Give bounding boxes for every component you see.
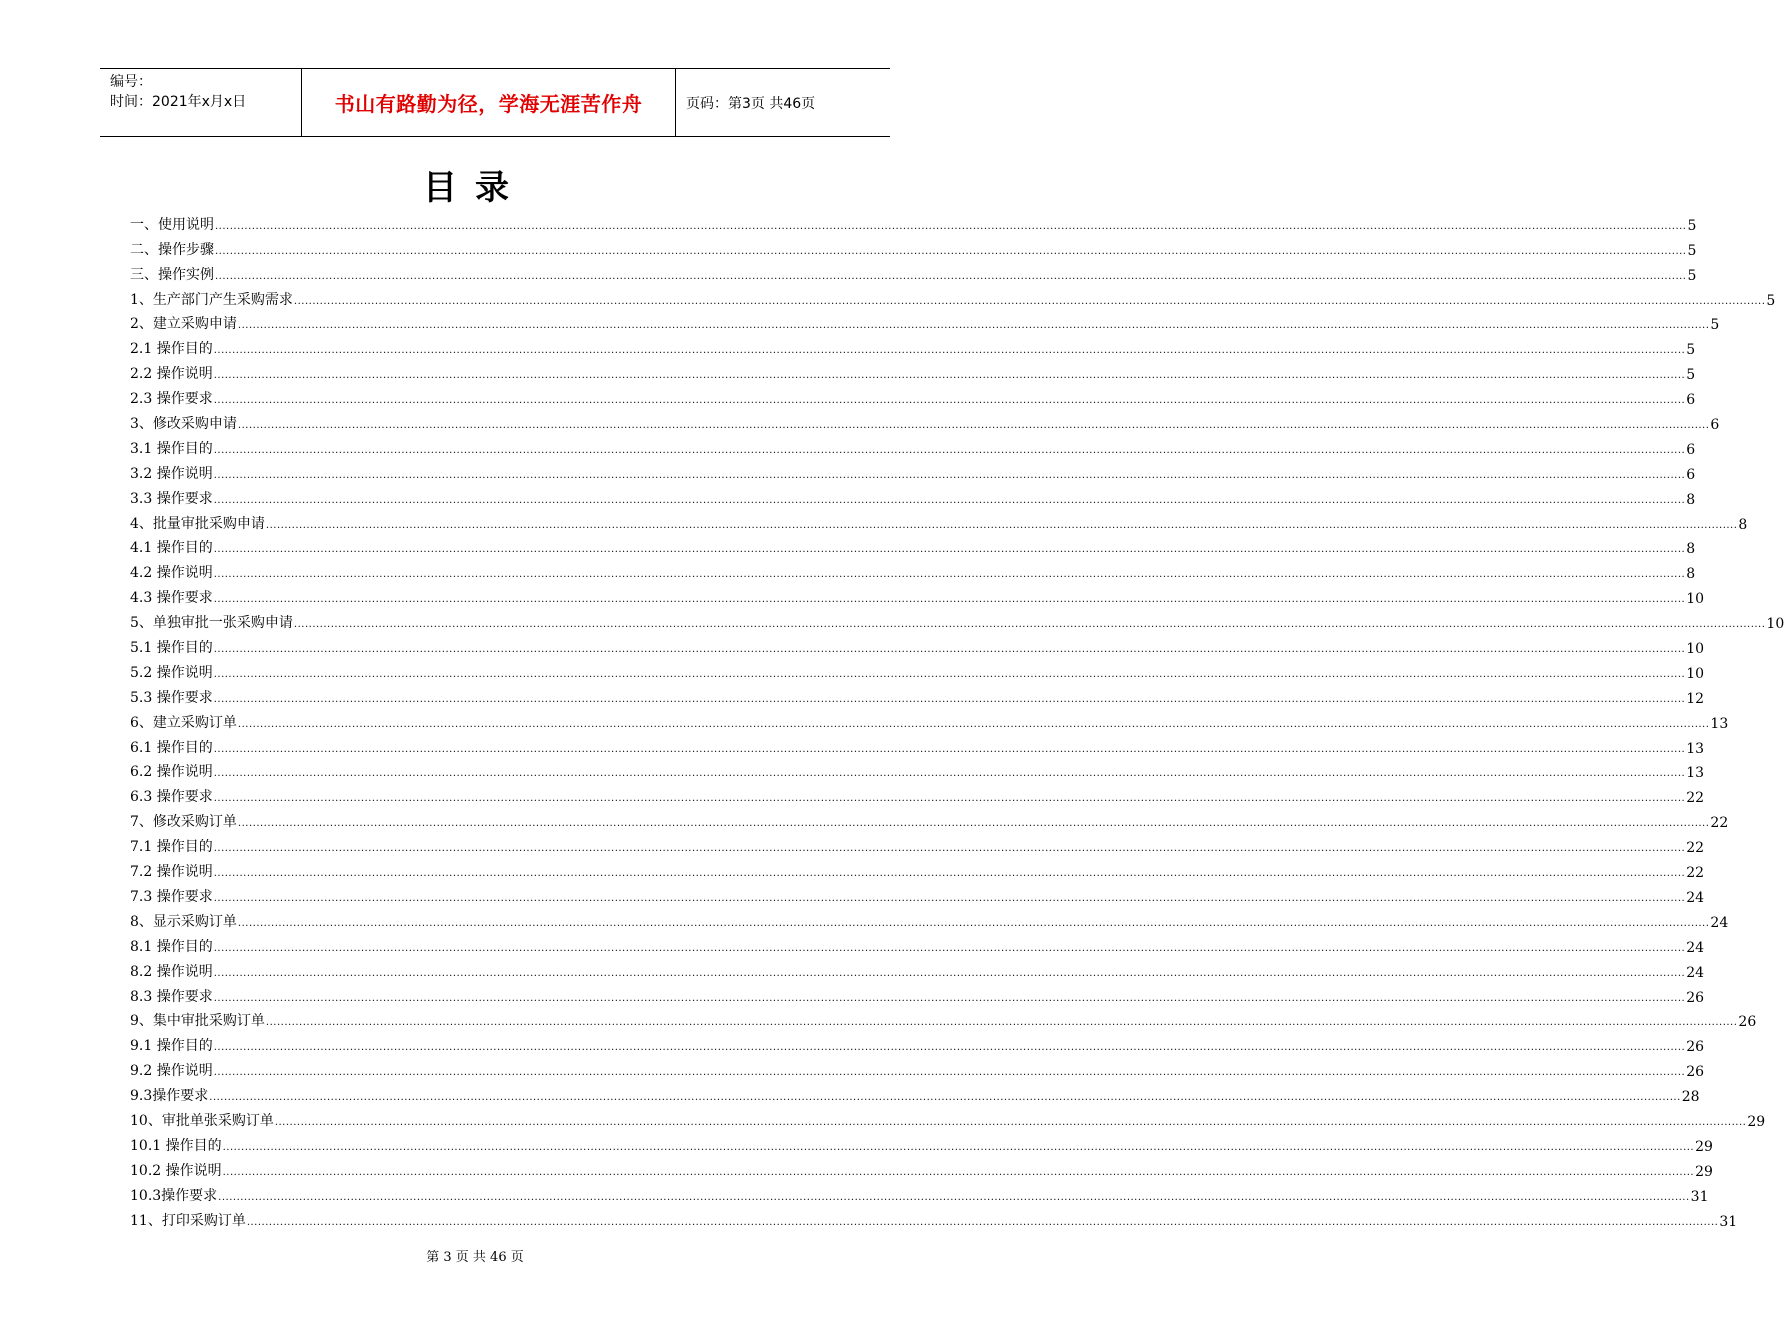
toc-leader-dots: ................................................................................................................................................................................................................................................................................................................................................................................................................: [213, 345, 1686, 357]
toc-entry-title: 2.3 操作要求: [130, 391, 213, 408]
toc-entry[interactable]: [130, 433, 1696, 458]
toc-leader-dots: ................................................................................................................................................................................................................................................................................................................................................................................................................: [213, 1042, 1686, 1054]
toc-entry-page: 13: [1686, 740, 1705, 757]
toc-entry[interactable]: [130, 1130, 1713, 1155]
toc-entry-title: 3.2 操作说明: [130, 465, 213, 482]
toc-entry[interactable]: [130, 1055, 1705, 1081]
toc-entry[interactable]: [130, 1180, 1709, 1205]
toc-entry-page: 26: [1686, 989, 1705, 1006]
toc-leader-dots: ................................................................................................................................................................................................................................................................................................................................................................................................................: [213, 370, 1686, 382]
toc-entry-page: 22: [1686, 790, 1705, 807]
toc-leader-dots: ................................................................................................................................................................................................................................................................................................................................................................................................................: [213, 644, 1686, 656]
toc-leader-dots: ................................................................................................................................................................................................................................................................................................................................................................................................................: [213, 892, 1686, 904]
toc-leader-dots: ................................................................................................................................................................................................................................................................................................................................................................................................................: [293, 619, 1766, 631]
toc-entry-title: 3.3 操作要求: [130, 490, 213, 507]
toc-leader-dots: ................................................................................................................................................................................................................................................................................................................................................................................................................: [213, 942, 1686, 954]
toc-leader-dots: ................................................................................................................................................................................................................................................................................................................................................................................................................: [222, 1166, 1695, 1178]
toc-entry[interactable]: [130, 931, 1705, 956]
toc-entry[interactable]: [130, 533, 1696, 558]
toc-entry-title: 2.2 操作说明: [130, 366, 213, 383]
toc-entry-page: 24: [1686, 939, 1705, 956]
toc-entry[interactable]: [130, 831, 1705, 857]
toc-entry[interactable]: [130, 358, 1696, 384]
toc-entry-title: 5.1 操作目的: [130, 640, 213, 657]
toc-entry-title: 一、使用说明: [130, 216, 214, 233]
toc-entry[interactable]: [130, 557, 1696, 583]
toc-entry-page: 5: [1687, 217, 1697, 234]
header-table: [100, 68, 890, 137]
toc-entry[interactable]: [130, 682, 1705, 707]
toc-entry-title: 3、修改采购申请: [130, 416, 237, 433]
toc-entry[interactable]: [130, 309, 1720, 334]
toc-entry-page: 5: [1687, 267, 1697, 284]
toc-leader-dots: ................................................................................................................................................................................................................................................................................................................................................................................................................: [237, 420, 1710, 432]
toc-entry-page: 29: [1695, 1163, 1713, 1180]
toc-entry-page: 8: [1686, 491, 1696, 508]
toc-leader-dots: ................................................................................................................................................................................................................................................................................................................................................................................................................: [274, 1116, 1747, 1128]
toc-entry[interactable]: [130, 632, 1705, 658]
toc-leader-dots: ................................................................................................................................................................................................................................................................................................................................................................................................................: [213, 544, 1686, 556]
toc-entry-title: 4.1 操作目的: [130, 540, 213, 557]
toc-entry[interactable]: [130, 209, 1697, 234]
toc-leader-dots: ................................................................................................................................................................................................................................................................................................................................................................................................................: [222, 1141, 1695, 1153]
toc-leader-dots: ................................................................................................................................................................................................................................................................................................................................................................................................................: [213, 668, 1686, 680]
toc-leader-dots: ................................................................................................................................................................................................................................................................................................................................................................................................................: [213, 868, 1686, 880]
toc-leader-dots: ................................................................................................................................................................................................................................................................................................................................................................................................................: [237, 917, 1710, 929]
header-slogan: 书山有路勤为径，学海无涯苦作舟: [302, 69, 676, 136]
toc-entry[interactable]: [130, 781, 1705, 807]
toc-title: 目录: [423, 168, 527, 208]
toc-entry-page: 10: [1686, 641, 1705, 658]
toc-entry-page: 6: [1686, 466, 1696, 483]
toc-entry-title: 10.2 操作说明: [130, 1162, 222, 1179]
toc-entry[interactable]: [130, 856, 1705, 882]
toc-entry[interactable]: [130, 657, 1705, 682]
page-footer: 第 3 页 共 46 页: [426, 1250, 524, 1265]
toc-entry-title: 8、显示采购订单: [130, 913, 237, 930]
toc-leader-dots: ................................................................................................................................................................................................................................................................................................................................................................................................................: [218, 1191, 1690, 1203]
toc-entry-title: 4、批量审批采购申请: [130, 515, 265, 532]
toc-entry-page: 24: [1686, 964, 1705, 981]
toc-entry-title: 3.1 操作目的: [130, 440, 213, 457]
toc-entry-title: 2、建立采购申请: [130, 316, 237, 333]
toc-entry[interactable]: [130, 508, 1748, 533]
toc-entry-page: 6: [1686, 392, 1696, 409]
toc-entry-title: 6、建立采购订单: [130, 714, 237, 731]
toc-leader-dots: ................................................................................................................................................................................................................................................................................................................................................................................................................: [213, 967, 1686, 979]
toc-leader-dots: ................................................................................................................................................................................................................................................................................................................................................................................................................: [213, 444, 1686, 456]
toc-entry-title: 9.3操作要求: [130, 1088, 209, 1105]
toc-entry-page: 26: [1738, 1014, 1757, 1031]
toc-leader-dots: ................................................................................................................................................................................................................................................................................................................................................................................................................: [293, 295, 1766, 307]
toc-leader-dots: ................................................................................................................................................................................................................................................................................................................................................................................................................: [237, 818, 1710, 830]
toc-entry[interactable]: [130, 1105, 1766, 1130]
toc-entry-title: 9.2 操作说明: [130, 1063, 213, 1080]
toc-entry-page: 10: [1686, 665, 1705, 682]
toc-entry-page: 28: [1681, 1089, 1700, 1106]
toc-entry[interactable]: [130, 806, 1729, 832]
toc-entry[interactable]: [130, 234, 1697, 259]
toc-entry[interactable]: [130, 757, 1705, 782]
toc-entry-page: 24: [1686, 889, 1705, 906]
toc-entry[interactable]: [130, 1030, 1705, 1056]
toc-entry-title: 8.2 操作说明: [130, 963, 213, 980]
toc-leader-dots: ................................................................................................................................................................................................................................................................................................................................................................................................................: [213, 1067, 1686, 1079]
toc-entry-title: 5、单独审批一张采购申请: [130, 615, 293, 632]
toc-entry-title: 三、操作实例: [130, 266, 214, 283]
toc-entry-page: 26: [1686, 1039, 1705, 1056]
toc-entry[interactable]: [130, 582, 1705, 608]
toc-entry[interactable]: [130, 408, 1720, 434]
toc-leader-dots: ................................................................................................................................................................................................................................................................................................................................................................................................................: [213, 569, 1686, 581]
toc-entry-title: 6.2 操作说明: [130, 764, 213, 781]
toc-entry-page: 31: [1690, 1188, 1709, 1205]
toc-entry-title: 5.3 操作要求: [130, 689, 213, 706]
toc-entry[interactable]: [130, 1006, 1757, 1031]
toc-entry-title: 9、集中审批采购订单: [130, 1013, 265, 1030]
toc-entry-title: 5.2 操作说明: [130, 664, 213, 681]
toc-entry-page: 6: [1710, 417, 1720, 434]
toc-entry[interactable]: [130, 956, 1705, 981]
toc-leader-dots: ................................................................................................................................................................................................................................................................................................................................................................................................................: [213, 768, 1686, 780]
toc-entry[interactable]: [130, 259, 1697, 284]
toc-leader-dots: ................................................................................................................................................................................................................................................................................................................................................................................................................: [209, 1092, 1681, 1104]
toc-entry-page: 8: [1738, 516, 1748, 533]
toc-entry[interactable]: [130, 333, 1696, 359]
toc-leader-dots: ................................................................................................................................................................................................................................................................................................................................................................................................................: [213, 843, 1686, 855]
toc-entry-title: 10.1 操作目的: [130, 1137, 222, 1154]
toc-entry-page: 8: [1686, 541, 1696, 558]
toc-entry-title: 7.3 操作要求: [130, 888, 213, 905]
toc-entry[interactable]: [130, 906, 1729, 931]
toc-entry-title: 11、打印采购订单: [130, 1212, 246, 1229]
toc-entry-title: 二、操作步骤: [130, 241, 214, 258]
toc-entry-page: 5: [1686, 342, 1696, 359]
toc-entry-title: 7.2 操作说明: [130, 864, 213, 881]
toc-entry[interactable]: [130, 607, 1784, 633]
toc-entry-page: 22: [1686, 840, 1705, 857]
toc-entry-page: 10: [1686, 591, 1705, 608]
toc-leader-dots: ................................................................................................................................................................................................................................................................................................................................................................................................................: [213, 693, 1686, 705]
toc-entry-title: 2.1 操作目的: [130, 341, 213, 358]
doc-number-label: 编号：: [110, 74, 152, 90]
toc-leader-dots: ................................................................................................................................................................................................................................................................................................................................................................................................................: [215, 220, 1687, 232]
toc-entry-title: 9.1 操作目的: [130, 1038, 213, 1055]
toc-entry-page: 6: [1686, 441, 1696, 458]
toc-entry[interactable]: [130, 981, 1705, 1006]
toc-leader-dots: ................................................................................................................................................................................................................................................................................................................................................................................................................: [246, 1216, 1719, 1228]
toc-leader-dots: ................................................................................................................................................................................................................................................................................................................................................................................................................: [213, 992, 1686, 1004]
toc-entry-title: 1、生产部门产生采购需求: [130, 291, 293, 308]
toc-entry-page: 5: [1686, 367, 1696, 384]
toc-entry[interactable]: [130, 881, 1705, 906]
toc-entry-title: 6.1 操作目的: [130, 739, 213, 756]
toc-entry[interactable]: [130, 1080, 1700, 1106]
toc-entry[interactable]: [130, 707, 1729, 732]
toc-leader-dots: ................................................................................................................................................................................................................................................................................................................................................................................................................: [213, 793, 1686, 805]
toc-leader-dots: ................................................................................................................................................................................................................................................................................................................................................................................................................: [215, 245, 1687, 257]
toc-leader-dots: ................................................................................................................................................................................................................................................................................................................................................................................................................: [215, 270, 1687, 282]
toc-entry-page: 12: [1686, 690, 1705, 707]
toc-entry-title: 10、审批单张采购订单: [130, 1112, 274, 1129]
toc-entry-page: 26: [1686, 1064, 1705, 1081]
toc-leader-dots: ................................................................................................................................................................................................................................................................................................................................................................................................................: [213, 743, 1686, 755]
toc-entry-page: 22: [1710, 815, 1729, 832]
toc-leader-dots: ................................................................................................................................................................................................................................................................................................................................................................................................................: [213, 395, 1686, 407]
toc-entry-title: 6.3 操作要求: [130, 789, 213, 806]
toc-entry-page: 13: [1710, 715, 1729, 732]
toc-entry[interactable]: [130, 732, 1705, 757]
toc-leader-dots: ................................................................................................................................................................................................................................................................................................................................................................................................................: [237, 320, 1710, 332]
toc-entry-title: 7、修改采购订单: [130, 814, 237, 831]
toc-entry-title: 7.1 操作目的: [130, 839, 213, 856]
toc-list: [130, 209, 1784, 1230]
toc-entry-page: 29: [1695, 1138, 1713, 1155]
toc-entry[interactable]: [130, 1155, 1713, 1180]
toc-entry-title: 10.3操作要求: [130, 1187, 218, 1204]
toc-leader-dots: ................................................................................................................................................................................................................................................................................................................................................................................................................: [213, 594, 1686, 606]
toc-entry[interactable]: [130, 1205, 1738, 1230]
toc-entry-title: 8.3 操作要求: [130, 988, 213, 1005]
toc-entry-title: 4.3 操作要求: [130, 590, 213, 607]
toc-entry-page: 29: [1747, 1113, 1766, 1130]
doc-date: 时间：2021年x月x日: [110, 94, 247, 110]
header-page-info: 页码：第3页 共46页: [686, 95, 816, 112]
toc-entry-page: 5: [1687, 242, 1697, 259]
toc-entry-page: 31: [1719, 1213, 1738, 1230]
toc-entry[interactable]: [130, 483, 1696, 508]
toc-entry[interactable]: [130, 383, 1696, 409]
toc-leader-dots: ................................................................................................................................................................................................................................................................................................................................................................................................................: [213, 494, 1686, 506]
toc-leader-dots: ................................................................................................................................................................................................................................................................................................................................................................................................................: [265, 1017, 1738, 1029]
toc-entry-page: 22: [1686, 865, 1705, 882]
toc-entry-title: 8.1 操作目的: [130, 938, 213, 955]
toc-entry[interactable]: [130, 458, 1696, 483]
toc-entry-page: 5: [1710, 317, 1720, 334]
toc-leader-dots: ................................................................................................................................................................................................................................................................................................................................................................................................................: [237, 718, 1710, 730]
toc-entry-title: 4.2 操作说明: [130, 565, 213, 582]
toc-entry-page: 8: [1686, 566, 1696, 583]
toc-leader-dots: ................................................................................................................................................................................................................................................................................................................................................................................................................: [213, 469, 1686, 481]
toc-entry-page: 10: [1766, 616, 1784, 633]
toc-entry-page: 5: [1766, 292, 1776, 309]
toc-entry[interactable]: [130, 284, 1776, 309]
toc-leader-dots: ................................................................................................................................................................................................................................................................................................................................................................................................................: [265, 519, 1738, 531]
header-meta-cell: [100, 69, 302, 136]
toc-entry-page: 24: [1710, 914, 1729, 931]
toc-entry-page: 13: [1686, 765, 1705, 782]
